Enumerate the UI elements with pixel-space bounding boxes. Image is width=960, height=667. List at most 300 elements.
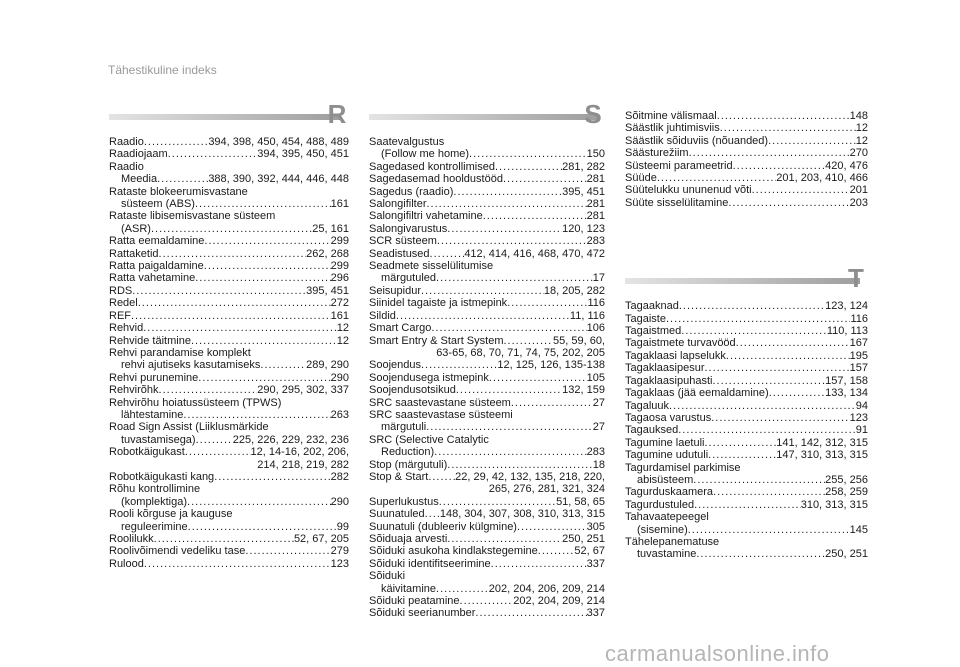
entry-line: [369, 496, 605, 508]
index-entry: [369, 570, 605, 595]
index-entry: [369, 310, 605, 322]
entry-term: Tagaiste: [625, 312, 666, 325]
entry-pages: 289, 290: [306, 359, 349, 372]
entry-line: [369, 235, 605, 247]
index-entry: [109, 446, 349, 471]
index-entry: [625, 313, 868, 325]
entry-pages: 145: [849, 523, 868, 536]
dot-leader: [726, 350, 850, 362]
index-entry: [625, 449, 868, 461]
dot-leader: [717, 110, 850, 122]
entry-pages: 394, 395, 450, 451: [257, 148, 349, 161]
index-section: [625, 110, 868, 209]
entry-line: [369, 272, 605, 284]
entry-line: [625, 325, 868, 337]
entry-line: [369, 508, 605, 520]
entry-pages: 299: [330, 260, 349, 273]
dot-leader: [144, 558, 331, 570]
index-entry: [369, 359, 605, 371]
entry-line: [625, 197, 868, 209]
entry-pages: 282: [330, 470, 349, 483]
entry-line: [109, 521, 349, 533]
entry-line: [625, 387, 868, 399]
entry-line: [625, 524, 868, 536]
entry-pages: 255, 256: [825, 473, 868, 486]
dot-leader: [705, 437, 777, 449]
entry-line: [625, 511, 868, 523]
entry-term: Rehvirõhu hoiatussüsteem (TPWS): [109, 396, 282, 409]
dot-leader: [195, 198, 331, 210]
dot-leader: [154, 533, 294, 545]
entry-line: [109, 322, 349, 334]
section-divider: [625, 278, 860, 284]
entry-line: [625, 449, 868, 461]
entry-line: [109, 161, 349, 173]
entry-line: [109, 496, 349, 508]
entry-term: Rataste libisemisvastane süsteem: [109, 210, 276, 223]
entry-line: [109, 272, 349, 284]
index-entry: [625, 172, 868, 184]
entry-term: Seadmete sisselülitumise: [369, 260, 494, 273]
dot-leader: [196, 434, 233, 446]
entry-pages: 263: [330, 408, 349, 421]
index-entry: [625, 122, 868, 134]
dot-leader: [489, 372, 587, 384]
dot-leader: [159, 384, 258, 396]
dot-leader: [431, 322, 586, 334]
entry-term: Tagaistmete turvavööd: [625, 337, 736, 350]
page-header: Tähestikuline indeks: [108, 63, 217, 77]
entry-pages: 214, 218, 219, 282: [257, 458, 349, 471]
section-heading: [625, 263, 868, 295]
entry-line: [625, 110, 868, 122]
dot-leader: [666, 313, 850, 325]
section-letter: S: [584, 99, 602, 129]
index-entry: [109, 384, 349, 396]
entry-list: [369, 136, 605, 620]
entry-line: [369, 359, 605, 371]
dot-leader: [187, 496, 331, 508]
dot-leader: [421, 285, 544, 297]
entry-pages: 99: [336, 520, 349, 533]
index-entry: [109, 508, 349, 533]
entry-term: Raadio: [109, 160, 144, 173]
entry-pages: 290, 295, 302, 337: [257, 384, 349, 397]
dot-leader: [713, 486, 825, 498]
entry-pages: 157: [849, 362, 868, 375]
index-entry: [369, 434, 605, 459]
index-column-1: [109, 99, 349, 570]
entry-line: [369, 248, 605, 260]
index-entry: [109, 186, 349, 211]
index-entry: [369, 173, 605, 185]
entry-line: [109, 148, 349, 160]
entry-pages: 201: [849, 184, 868, 197]
dot-leader: [769, 387, 825, 399]
entry-term: Seadistused: [369, 247, 430, 260]
entry-pages: 132, 159: [562, 384, 605, 397]
entry-line: [625, 375, 868, 387]
entry-line: [625, 548, 868, 560]
entry-list: [625, 300, 868, 561]
entry-line: [369, 558, 605, 570]
entry-pages: 265, 276, 281, 321, 324: [488, 483, 605, 496]
entry-line: [369, 310, 605, 322]
entry-line: [109, 335, 349, 347]
entry-pages: 12: [855, 134, 868, 147]
entry-term: SRC (Selective Catalytic: [369, 433, 489, 446]
index-entry: [625, 536, 868, 561]
index-entry: [369, 136, 605, 161]
entry-term: lähtestamine: [121, 408, 184, 421]
entry-term: Salongifiltri vahetamine: [369, 210, 483, 223]
entry-line: [369, 347, 605, 359]
section-heading: [369, 99, 605, 131]
entry-line: [109, 186, 349, 198]
index-entry: [109, 248, 349, 260]
entry-pages: 18, 205, 282: [543, 284, 605, 297]
entry-line: [625, 499, 868, 511]
entry-term: Raadio: [109, 136, 144, 148]
dot-leader: [144, 136, 208, 148]
entry-term: Rehvi purunemine: [109, 371, 199, 384]
entry-pages: 310, 313, 315: [800, 498, 868, 511]
index-entry: [369, 384, 605, 396]
entry-line: [625, 362, 868, 374]
entry-term: Rehvide täitmine: [109, 334, 191, 347]
entry-line: [109, 285, 349, 297]
index-entry: [625, 424, 868, 436]
index-entry: [369, 607, 605, 619]
entry-term: Raadiojaam: [109, 148, 168, 161]
entry-line: [369, 434, 605, 446]
entry-line: [109, 223, 349, 235]
entry-term: Siinidel tagaiste ja istmepink: [369, 297, 508, 310]
index-entry: [369, 186, 605, 198]
entry-pages: 250, 251: [562, 533, 605, 545]
entry-term: Sagedased kontrollimised: [369, 160, 495, 173]
index-section: [369, 99, 605, 620]
index-entry: [369, 335, 605, 360]
entry-pages: 290: [330, 371, 349, 384]
entry-pages: 283: [586, 235, 605, 248]
dot-leader: [456, 384, 562, 396]
index-entry: [109, 322, 349, 334]
entry-pages: 11, 116: [569, 309, 605, 322]
index-entry: [109, 161, 349, 186]
entry-pages: 395, 451: [562, 185, 605, 198]
index-entry: [625, 387, 868, 399]
entry-pages: 201, 203, 410, 466: [776, 172, 868, 185]
index-entry: [625, 486, 868, 498]
dot-leader: [436, 583, 489, 595]
entry-term: Rataste blokeerumisvastane: [109, 185, 248, 198]
index-entry: [625, 184, 868, 196]
dot-leader: [768, 135, 856, 147]
index-entry: [109, 136, 349, 148]
entry-pages: 52, 67, 205: [293, 533, 349, 545]
entry-line: [109, 297, 349, 309]
entry-line: [109, 421, 349, 433]
entry-term: Rooli kõrguse ja kauguse: [109, 508, 233, 521]
entry-term: SRC saastevastase süsteemi: [369, 408, 513, 421]
index-entry: [369, 496, 605, 508]
index-entry: [369, 210, 605, 222]
index-entry: [109, 260, 349, 272]
entry-line: [369, 335, 605, 347]
dot-leader: [131, 310, 331, 322]
entry-pages: 395, 451: [306, 284, 349, 297]
entry-line: [369, 397, 605, 409]
dot-leader: [711, 412, 849, 424]
entry-line: [369, 322, 605, 334]
index-entry: [369, 198, 605, 210]
entry-pages: 290: [330, 495, 349, 508]
index-entry: [369, 235, 605, 247]
dot-leader: [688, 524, 850, 536]
dot-leader: [720, 122, 856, 134]
dot-leader: [198, 372, 330, 384]
entry-pages: 388, 390, 392, 444, 446, 448: [208, 173, 349, 186]
entry-term: (Follow me home): [381, 148, 470, 161]
entry-term: Süüde: [625, 172, 657, 185]
dot-leader: [447, 223, 562, 235]
entry-pages: 281: [586, 198, 605, 211]
dot-leader: [260, 359, 306, 371]
entry-line: [109, 533, 349, 545]
dot-leader: [204, 235, 330, 247]
entry-line: [625, 462, 868, 474]
dot-leader: [678, 424, 856, 436]
entry-term: Säästlik sõiduviis (nõuanded): [625, 134, 769, 147]
entry-line: [369, 173, 605, 185]
entry-term: Tagauksed: [625, 424, 679, 437]
dot-leader: [183, 409, 330, 421]
entry-term: Suunatuled: [369, 508, 425, 521]
entry-term: Meedia: [121, 173, 158, 186]
dot-leader: [204, 260, 331, 272]
entry-line: [109, 409, 349, 421]
entry-line: [369, 285, 605, 297]
index-entry: [369, 545, 605, 557]
index-entry: [109, 558, 349, 570]
entry-pages: 281: [586, 173, 605, 186]
entry-term: Tagaklaas (jää eemaldamine): [625, 387, 769, 400]
entry-term: Ratta eemaldamine: [109, 235, 205, 248]
index-entry: [369, 595, 605, 607]
entry-term: Rulood: [109, 557, 144, 570]
section-letter: T: [848, 263, 864, 294]
entry-term: RDS: [109, 284, 133, 297]
entry-term: REF: [109, 309, 131, 322]
entry-pages: 12: [855, 122, 868, 135]
entry-pages: 12: [336, 334, 349, 347]
dot-leader: [245, 545, 330, 557]
entry-pages: 22, 29, 42, 132, 135, 218, 220,: [455, 470, 605, 483]
entry-pages: 250, 251: [825, 548, 868, 561]
dot-leader: [733, 160, 826, 172]
index-entry: [369, 372, 605, 384]
entry-term: Sõiduki asukoha kindlakstegemine: [369, 545, 538, 558]
entry-term: Sildid: [369, 309, 396, 322]
entry-line: [625, 437, 868, 449]
entry-line: [369, 223, 605, 235]
index-entry: [625, 362, 868, 374]
entry-line: [109, 347, 349, 359]
entry-pages: 296: [330, 272, 349, 285]
entry-term: Tagurduskaamera: [625, 486, 714, 499]
dot-leader: [132, 285, 306, 297]
entry-line: [369, 583, 605, 595]
entry-pages: 141, 142, 312, 315: [776, 436, 868, 449]
entry-term: Soojendusotsikud: [369, 384, 456, 397]
dot-leader: [437, 235, 587, 247]
dot-leader: [475, 607, 586, 619]
entry-line: [369, 421, 605, 433]
index-entry: [369, 161, 605, 173]
entry-line: [625, 300, 868, 312]
entry-line: [625, 486, 868, 498]
index-entry: [109, 297, 349, 309]
entry-line: [369, 459, 605, 471]
dot-leader: [694, 499, 801, 511]
entry-pages: 55, 59, 60,: [553, 334, 605, 347]
entry-term: tuvastamine: [637, 548, 697, 561]
entry-pages: 337: [586, 557, 605, 570]
entry-pages: 225, 226, 229, 232, 236: [232, 433, 349, 446]
index-entry: [369, 397, 605, 409]
entry-pages: 116: [587, 297, 605, 310]
entry-pages: 161: [330, 198, 349, 211]
entry-term: Sõiduki peatamine: [369, 595, 460, 608]
entry-pages: 203: [849, 196, 868, 209]
dot-leader: [752, 184, 850, 196]
index-entry: [369, 558, 605, 570]
index-entry: [109, 372, 349, 384]
entry-pages: 12: [336, 322, 349, 335]
entry-term: Road Sign Assist (Liiklusmärkide: [109, 421, 269, 434]
dot-leader: [503, 335, 553, 347]
entry-pages: 27: [592, 396, 605, 409]
index-entry: [625, 147, 868, 159]
entry-line: [369, 297, 605, 309]
index-entry: [369, 471, 605, 496]
entry-line: [625, 400, 868, 412]
entry-line: [369, 533, 605, 545]
entry-term: Sõiduki: [369, 570, 406, 583]
entry-line: [369, 409, 605, 421]
entry-line: [109, 483, 349, 495]
entry-term: süsteem (ABS): [121, 198, 195, 211]
index-entry: [109, 545, 349, 557]
dot-leader: [469, 148, 587, 160]
index-entry: [109, 210, 349, 235]
entry-list: [625, 110, 868, 209]
dot-leader: [396, 310, 570, 322]
entry-pages: 283: [586, 446, 605, 459]
index-entry: [369, 533, 605, 545]
dot-leader: [447, 533, 562, 545]
entry-line: [369, 372, 605, 384]
entry-term: Rehvid: [109, 322, 144, 335]
dot-leader: [669, 400, 856, 412]
index-column-3: [625, 105, 868, 561]
entry-term: Stop & Start: [369, 470, 429, 483]
entry-term: Ratta vahetamine: [109, 272, 196, 285]
index-entry: [109, 235, 349, 247]
index-entry: [625, 437, 868, 449]
entry-pages: 161: [330, 309, 349, 322]
watermark: carmanualsonline.info: [605, 641, 830, 666]
entry-pages: 94: [855, 399, 868, 412]
entry-line: [109, 235, 349, 247]
section-divider: [369, 114, 597, 120]
entry-term: märgutuled: [381, 272, 437, 285]
entry-line: [109, 434, 349, 446]
entry-term: SCR süsteem: [369, 235, 437, 248]
entry-term: SRC saastevastane süsteem: [369, 396, 511, 409]
entry-pages: 281, 282: [562, 160, 605, 173]
entry-term: Säästlik juhtimisviis: [625, 122, 720, 135]
index-entry: [625, 462, 868, 487]
dot-leader: [138, 297, 331, 309]
entry-term: Smart Entry & Start System: [369, 334, 504, 347]
entry-line: [625, 160, 868, 172]
entry-term: Tähelepanematuse: [625, 535, 720, 548]
entry-line: [625, 122, 868, 134]
index-entry: [625, 400, 868, 412]
entry-pages: 412, 414, 416, 468, 470, 472: [464, 247, 605, 260]
entry-line: [109, 260, 349, 272]
index-entry: [369, 459, 605, 471]
entry-term: rehvi ajutiseks kasutamiseks: [121, 359, 261, 372]
entry-line: [109, 198, 349, 210]
dot-leader: [447, 459, 592, 471]
entry-term: Süsteemi parameetrid: [625, 159, 733, 172]
entry-term: abisüsteem: [637, 473, 694, 486]
entry-line: [369, 570, 605, 582]
dot-leader: [157, 173, 208, 185]
entry-line: [109, 446, 349, 458]
entry-pages: 195: [849, 349, 868, 362]
entry-term: Soojendus: [369, 359, 421, 372]
entry-term: Tahavaatepeegel: [625, 511, 709, 524]
entry-pages: 148, 304, 307, 308, 310, 313, 315: [439, 508, 605, 521]
index-entry: [109, 285, 349, 297]
entry-line: [625, 147, 868, 159]
index-entry: [625, 300, 868, 312]
entry-term: Stop (märgutuli): [369, 458, 448, 471]
index-entry: [369, 322, 605, 334]
entry-line: [369, 607, 605, 619]
entry-pages: 120, 123: [562, 222, 605, 235]
dot-leader: [705, 362, 850, 374]
entry-term: Tagumine udutuli: [625, 449, 709, 462]
entry-term: Robotkäigukast: [109, 446, 185, 459]
entry-pages: 281: [586, 210, 605, 223]
entry-line: [369, 471, 605, 483]
dot-leader: [657, 172, 776, 184]
entry-term: Salongivarustus: [369, 222, 448, 235]
index-entry: [369, 260, 605, 285]
dot-leader: [159, 248, 307, 260]
entry-term: Säästurežiim: [625, 147, 689, 160]
index-entry: [109, 397, 349, 422]
entry-line: [109, 384, 349, 396]
entry-term: (komplektiga): [121, 495, 188, 508]
entry-pages: 116: [850, 312, 868, 325]
dot-leader: [681, 325, 827, 337]
